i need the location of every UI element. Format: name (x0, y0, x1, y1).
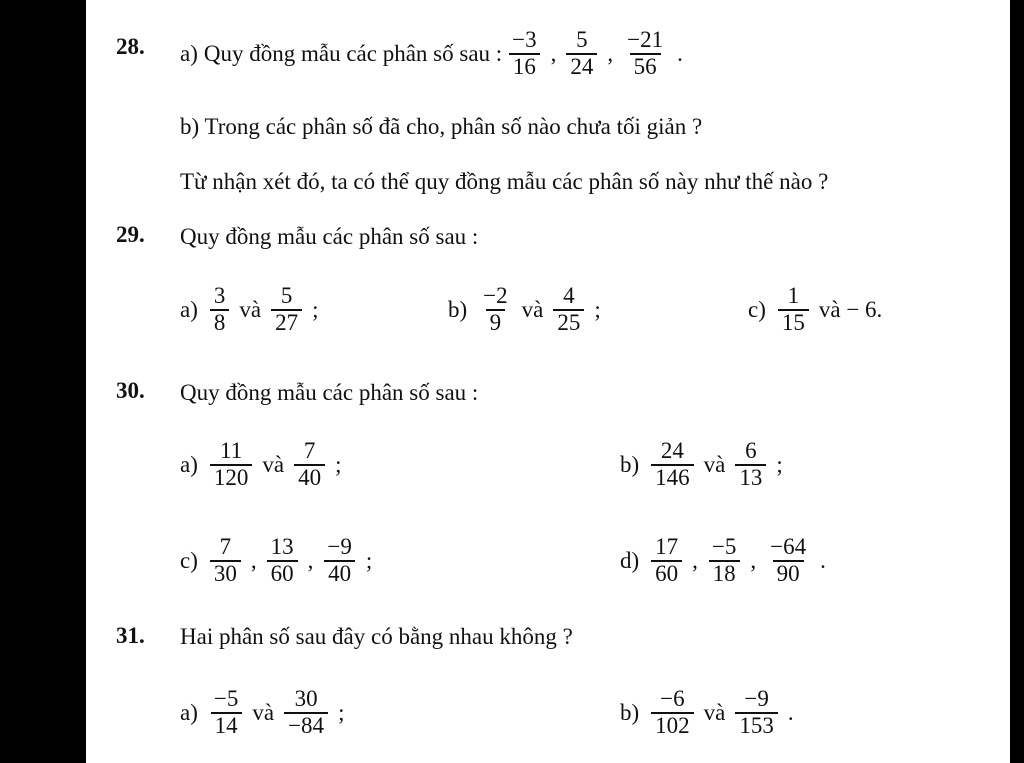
fraction: $\frac{11}{120}$ (210, 439, 253, 491)
problem-28-remark: Từ nhận xét đó, ta có thể quy đồng mẫu các phân số này như thế nào ? (180, 169, 829, 194)
textbook-page (86, 0, 1010, 763)
problem-29-part-a: a) $\frac{3}{8}$ và $\frac{5}{27}$ ; (180, 283, 319, 335)
fraction: $\frac{17}{60}$ (651, 535, 682, 587)
fraction: $\frac{30}{-84}$ (284, 687, 328, 739)
fraction: $\frac{24}{146}$ (651, 439, 694, 491)
fraction: $\frac{7}{30}$ (210, 535, 241, 587)
fraction: $\frac{4}{25}$ (553, 284, 584, 336)
fraction: $\frac{-9}{153}$ (735, 687, 778, 739)
fraction: $\frac{5}{27}$ (271, 284, 302, 336)
fraction: $\frac{-3}{16}$ (508, 28, 540, 80)
fraction: $\frac{5}{24}$ (566, 28, 597, 80)
problem-29-title: Quy đồng mẫu các phân số sau : (180, 224, 479, 249)
problem-30-part-c: c) $\frac{7}{30}$ , $\frac{13}{60}$ , $\frac{-9}{40}$ ; (180, 534, 373, 586)
problem-31-part-a: a) $\frac{-5}{14}$ và $\frac{30}{-84}$ ; (180, 686, 345, 738)
fraction: $\frac{-9}{40}$ (323, 535, 355, 587)
problem-28-a-text: Quy đồng mẫu các phân số sau : (203, 41, 503, 66)
problem-29-part-c: c) $\frac{1}{15}$ và − 6. (748, 283, 883, 335)
fraction: $\frac{1}{15}$ (778, 284, 809, 336)
fraction: $\frac{-5}{14}$ (210, 687, 242, 739)
problem-28-part-b: b) Trong các phân số đã cho, phân số nào chưa tối giản ? (180, 114, 703, 139)
problem-30-part-b: b) $\frac{24}{146}$ và $\frac{6}{13}$ ; (620, 438, 783, 490)
fraction: $\frac{7}{40}$ (294, 439, 325, 491)
problem-30-number: 30. (116, 378, 145, 403)
problem-29-part-b: b) $\frac{-2}{9}$ và $\frac{4}{25}$ ; (448, 283, 601, 335)
fraction: $\frac{-6}{102}$ (651, 687, 694, 739)
problem-30-part-a: a) $\frac{11}{120}$ và $\frac{7}{40}$ ; (180, 438, 342, 490)
fraction: $\frac{13}{60}$ (267, 535, 298, 587)
fraction: $\frac{6}{13}$ (735, 439, 766, 491)
part-label: a) (180, 41, 198, 66)
fraction: $\frac{-2}{9}$ (483, 283, 508, 335)
fraction: $\frac{3}{8}$ (210, 284, 230, 336)
problem-28-number: 28. (116, 34, 145, 59)
fraction: $\frac{-5}{18}$ (708, 535, 740, 587)
problem-31-number: 31. (116, 623, 145, 648)
fraction: $\frac{-64}{90}$ (770, 534, 807, 586)
problem-31-part-b: b) $\frac{-6}{102}$ và $\frac{-9}{153}$ . (620, 686, 794, 738)
problem-31-title: Hai phân số sau đây có bằng nhau không ? (180, 624, 573, 649)
problem-28-part-a: a) Quy đồng mẫu các phân số sau : $\frac{-3}{16}$ , $\frac{5}{24}$ , $\frac{-21}{56}$ . (180, 27, 683, 79)
problem-30-title: Quy đồng mẫu các phân số sau : (180, 380, 479, 405)
problem-30-part-d: d) $\frac{17}{60}$ , $\frac{-5}{18}$ , $\frac{-64}{90}$ . (620, 534, 826, 586)
problem-29-number: 29. (116, 222, 145, 247)
fraction: $\frac{-21}{56}$ (627, 27, 664, 79)
